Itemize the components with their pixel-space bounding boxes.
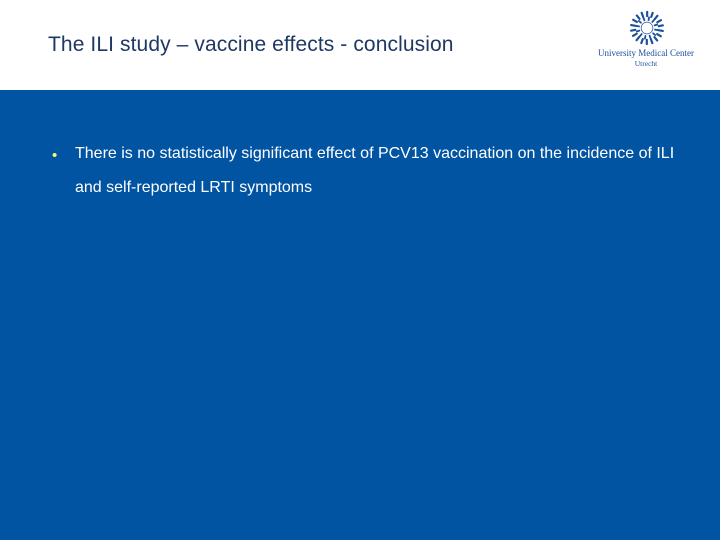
- umc-utrecht-logo: [596, 10, 696, 74]
- logo-institution-name: University Medical Center: [598, 48, 694, 58]
- bullet-text: There is no statistically significant effect of PCV13 vaccination on the incidence of ILI and self-reported LRTI symptoms: [75, 145, 675, 196]
- sun-emblem-icon: [629, 10, 665, 46]
- bullet-marker: •: [52, 147, 58, 164]
- slide-header: [0, 0, 720, 90]
- slide-content-area: [0, 90, 720, 540]
- slide-title: The ILI study – vaccine effects - conclusion: [48, 33, 454, 56]
- logo-city-name: Utrecht: [634, 59, 658, 68]
